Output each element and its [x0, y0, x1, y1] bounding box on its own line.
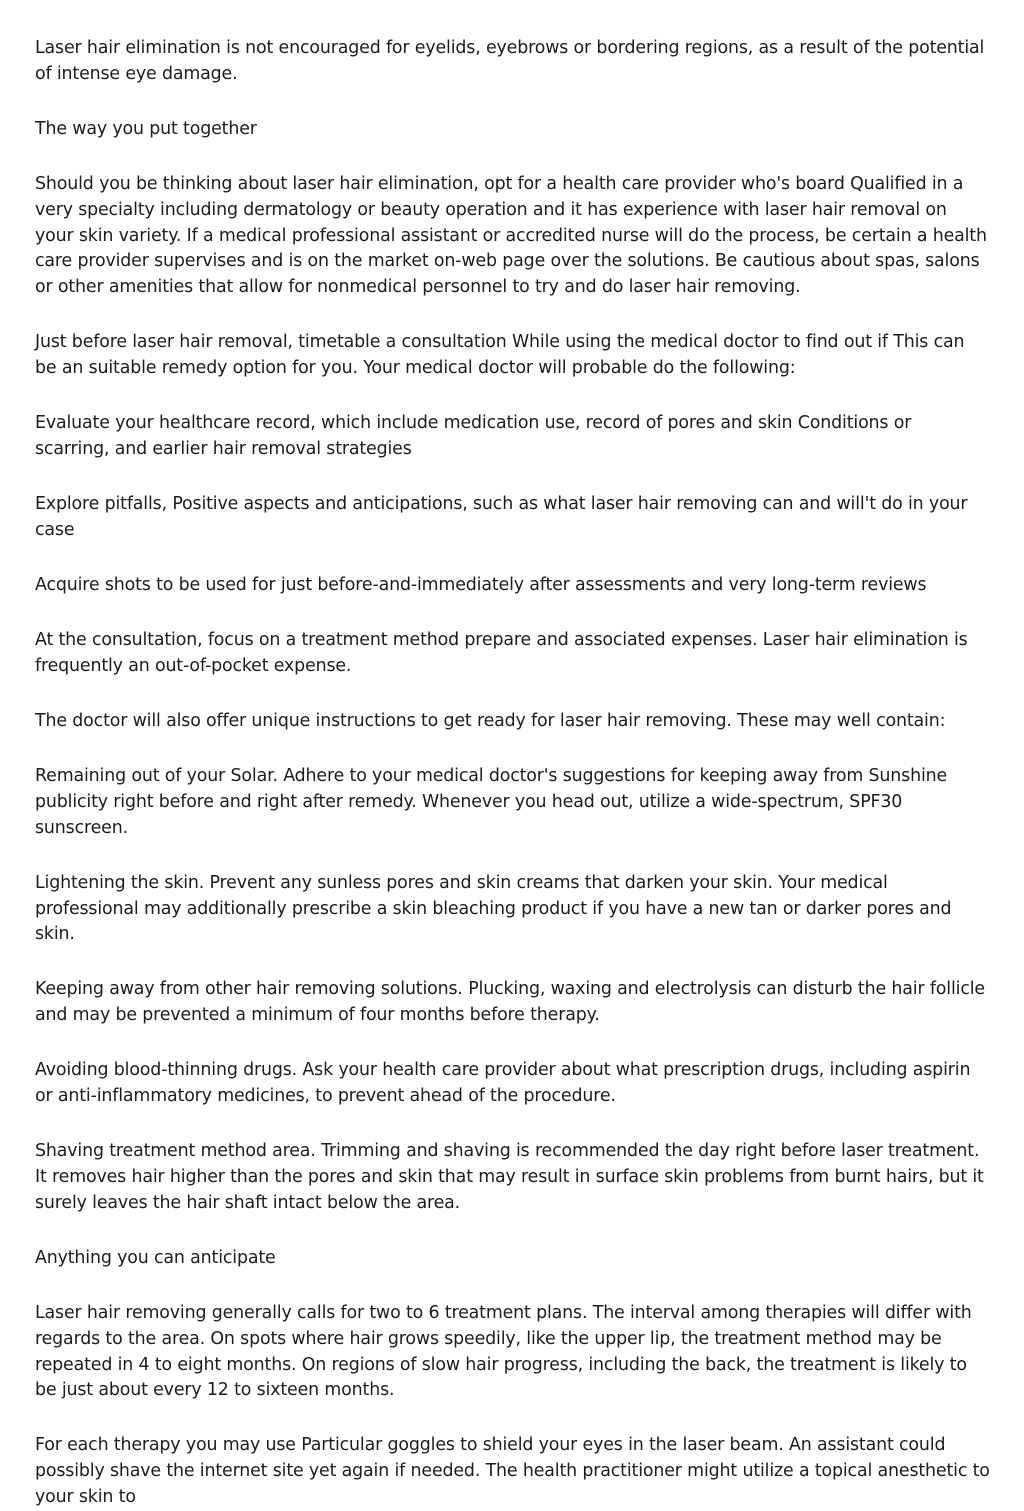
heading-how-you-prepare: The way you put together: [35, 118, 257, 139]
paragraph-avoid-other-removal: Keeping away from other hair removing solutions. Plucking, waxing and electrolysis can disturb the hair follicle and may be prevented a minimum of four months before therapy.: [35, 979, 985, 1026]
paragraph-lightening-skin: Lightening the skin. Prevent any sunless pores and skin creams that darken your skin. Your medical professional may additionally prescribe a skin bleaching product if you have a new tan or darker pores and skin.: [35, 872, 952, 945]
paragraph-treatment-costs: At the consultation, focus on a treatment method prepare and associated expenses. Laser hair elimination is frequently an out-of-pocket expense.: [35, 630, 968, 676]
paragraph-goggles-anesthetic: For each therapy you may use Particular goggles to shield your eyes in the laser beam. An assistant could possibly shave the internet site yet again if needed. The health practitioner might utilize a topical anesthetic to your skin to: [35, 1435, 990, 1508]
paragraph-stay-out-of-sun: Remaining out of your Solar. Adhere to your medical doctor's suggestions for keeping away from Sunshine publicity right before and right after remedy. Whenever you head out, utilize a wide-spectrum, SPF30 sunscreen.: [35, 766, 948, 838]
paragraph-evaluate-record: Evaluate your healthcare record, which include medication use, record of pores and skin Conditions or scarring, and earlier hair removal strategies: [35, 413, 912, 459]
paragraph-shaving-area: Shaving treatment method area. Trimming and shaving is recommended the day right before laser treatment. It removes hair higher than the pores and skin that may result in surface skin problems from burnt hairs, but it surely leaves the hair shaft intact below the area.: [35, 1141, 984, 1213]
paragraph-laser-eyelids-warning: Laser hair elimination is not encouraged for eyelids, eyebrows or bordering regions, as a result of the potential of intense eye damage.: [35, 38, 985, 84]
heading-what-to-expect: Anything you can anticipate: [35, 1247, 276, 1268]
paragraph-explore-risks: Explore pitfalls, Positive aspects and anticipations, such as what laser hair removing can and will't do in your case: [35, 494, 968, 540]
paragraph-consultation: Just before laser hair removal, timetable a consultation While using the medical doctor to find out if This can be an suitable remedy option for you. Your medical doctor will probable do the following:: [35, 332, 965, 379]
paragraph-avoid-blood-thinners: Avoiding blood-thinning drugs. Ask your health care provider about what prescription drugs, including aspirin or anti-inflammatory medicines, to prevent ahead of the procedure.: [35, 1060, 971, 1107]
paragraph-doctor-instructions: The doctor will also offer unique instructions to get ready for laser hair removing. These may well contain:: [35, 710, 946, 731]
paragraph-choose-provider: Should you be thinking about laser hair elimination, opt for a health care provider who's board Qualified in a very specialty including dermatology or beauty operation and it has experience with laser hair removal on your skin variety. If a medical professional assistant or accredited nurse will do the process, be certain a health care provider supervises and is on the market on-web page over the solutions. Be cautious about spas, salons or other amenities that allow for nonmedical personnel to try and do laser hair removing.: [35, 173, 987, 298]
paragraph-treatment-schedule: Laser hair removing generally calls for two to 6 treatment plans. The interval among therapies will differ with regards to the area. On spots where hair grows speedily, like the upper lip, the treatment method may be repeated in 4 to eight months. On regions of slow hair progress, including the back, the treatment is likely to be just about every 12 to sixteen months.: [35, 1302, 972, 1401]
paragraph-acquire-photos: Acquire shots to be used for just before-and-immediately after assessments and very long-term reviews: [35, 574, 927, 595]
